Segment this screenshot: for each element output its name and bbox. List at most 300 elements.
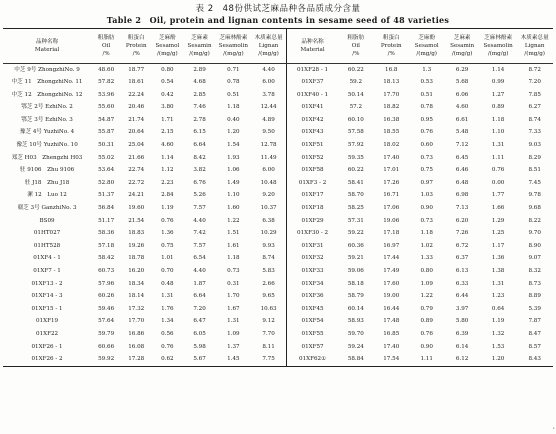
- value-cell: 5.39: [528, 305, 541, 312]
- value-cell: 19.60: [128, 205, 145, 212]
- value-cell: 17.70: [128, 318, 145, 325]
- value-cell: 1.06: [227, 167, 240, 174]
- value-cell: 17.54: [374, 354, 409, 367]
- value-cell: 2.66: [262, 280, 275, 287]
- value-cell: 0.00: [491, 179, 505, 186]
- value-cell: 7.26: [455, 230, 469, 237]
- value-cell: 19.26: [128, 242, 145, 249]
- value-cell: 2.84: [161, 192, 174, 199]
- value-cell: 55.02: [98, 154, 115, 161]
- value-cell: 6.47: [193, 318, 206, 325]
- variety-name-cell: 01XF26 - 1: [31, 343, 63, 350]
- value-cell: 10.63: [260, 305, 277, 312]
- variety-name-cell: 01XF3 - 2: [287, 177, 339, 190]
- value-cell: 7.42: [193, 230, 206, 237]
- variety-name-cell: 01XF18: [287, 203, 339, 216]
- value-cell: 1.27: [491, 91, 505, 98]
- value-cell: 6.64: [193, 142, 206, 149]
- value-cell: 1.36: [491, 255, 505, 262]
- table-row: [3, 203, 553, 216]
- header-unit: /(mg/g): [451, 51, 473, 58]
- value-cell: 56.84: [98, 205, 115, 212]
- value-cell: 9.03: [528, 142, 541, 149]
- value-cell: 7.87: [528, 318, 541, 325]
- value-cell: 1.01: [161, 255, 174, 262]
- value-cell: 1.20: [227, 129, 240, 136]
- value-cell: 17.32: [128, 305, 145, 312]
- variety-name-cell: 01XF26 - 2: [3, 354, 91, 367]
- variety-name-cell: 01XF37: [287, 77, 339, 90]
- header-en: Oil: [102, 42, 111, 49]
- column-header-left-4: [183, 29, 215, 64]
- value-cell: 58.25: [347, 205, 364, 212]
- value-cell: 1.45: [216, 354, 251, 367]
- value-cell: 22.72: [128, 179, 145, 186]
- value-cell: 21.66: [128, 154, 145, 161]
- value-cell: 51.37: [98, 192, 115, 199]
- value-cell: 1.93: [227, 154, 240, 161]
- header-cn: 品种名称: [35, 38, 59, 45]
- value-cell: 16.8: [385, 66, 398, 73]
- variety-name-cell: 驻 9106 Zhu 9106: [19, 167, 75, 174]
- table-row: [3, 228, 553, 241]
- value-cell: 6.54: [193, 255, 206, 262]
- variety-name-cell: 01XF52: [287, 152, 339, 165]
- value-cell: 59.06: [347, 268, 364, 274]
- column-header-right-6: [516, 29, 553, 64]
- variety-name-cell: 01XF45: [287, 303, 339, 316]
- value-cell: 57.2: [349, 104, 363, 111]
- value-cell: 6.44: [455, 293, 469, 300]
- variety-name-cell: 郑芝 H03 Zhengzhi H03: [11, 154, 83, 161]
- value-cell: 1.10: [491, 129, 505, 136]
- value-cell: 0.51: [227, 91, 240, 98]
- value-cell: 16.71: [383, 192, 400, 199]
- value-cell: 18.77: [128, 66, 145, 73]
- value-cell: 17.26: [383, 179, 400, 186]
- value-cell: 1.10: [227, 192, 240, 199]
- table-row: [3, 77, 553, 90]
- variety-name-cell: 鄂芝 2号 EzhiNo. 2: [21, 104, 73, 111]
- value-cell: 7.57: [193, 205, 206, 212]
- value-cell: 59.79: [98, 330, 115, 337]
- value-cell: 22.74: [128, 167, 145, 174]
- value-cell: 7.45: [528, 179, 541, 186]
- value-cell: 0.73: [420, 217, 433, 224]
- value-cell: 0.76: [491, 167, 505, 174]
- value-cell: 9.50: [262, 129, 275, 136]
- value-cell: 0.73: [420, 154, 433, 161]
- value-cell: 7.70: [262, 330, 275, 337]
- variety-name-cell: 01XF14 - 3: [31, 293, 63, 300]
- value-cell: 0.97: [420, 179, 433, 186]
- value-cell: 0.31: [227, 280, 240, 287]
- value-cell: 17.01: [383, 167, 400, 174]
- value-cell: 0.78: [227, 79, 240, 86]
- value-cell: 0.62: [151, 354, 183, 367]
- value-cell: 5.67: [183, 354, 215, 367]
- value-cell: 4.40: [193, 217, 206, 224]
- header-unit: /(mg/g): [223, 51, 244, 58]
- column-header-left-3: [151, 29, 183, 64]
- value-cell: 16.38: [383, 116, 400, 123]
- value-cell: 8.32: [528, 268, 541, 274]
- value-cell: 6.61: [455, 116, 469, 123]
- table-row: [3, 165, 553, 178]
- header-cn: 芝麻素: [453, 34, 471, 41]
- header-en: Sesamin: [450, 42, 475, 49]
- value-cell: 59.21: [347, 255, 364, 262]
- value-cell: 6.27: [528, 104, 541, 111]
- value-cell: 3.80: [161, 104, 174, 111]
- value-cell: 8.29: [528, 154, 541, 161]
- value-cell: 6.20: [455, 217, 469, 224]
- variety-name-cell: 01XF57: [287, 341, 339, 354]
- value-cell: 16.86: [128, 330, 145, 337]
- value-cell: 1.31: [227, 318, 240, 325]
- variety-name-cell: 01XF13 - 2: [31, 280, 63, 287]
- value-cell: 1.31: [491, 142, 505, 149]
- value-cell: 19.06: [383, 217, 400, 224]
- value-cell: 0.79: [420, 305, 433, 312]
- variety-name-cell: 漯 12 Luo 12: [27, 192, 67, 199]
- value-cell: 0.42: [161, 91, 174, 98]
- variety-name-cell: 01XF41: [287, 102, 339, 115]
- value-cell: 0.76: [420, 330, 433, 337]
- value-cell: 0.90: [420, 205, 433, 212]
- value-cell: 1.11: [491, 154, 505, 161]
- value-cell: 60.22: [347, 66, 364, 73]
- value-cell: 50.31: [98, 142, 115, 149]
- header-cn: 芝麻林酚素: [484, 34, 513, 41]
- value-cell: 0.75: [161, 242, 174, 249]
- value-cell: 8.43: [516, 354, 553, 367]
- variety-name-cell: 01XF32: [287, 253, 339, 266]
- column-header-right-1: [338, 29, 373, 64]
- header-cn: 木质素总量: [520, 34, 549, 41]
- value-cell: 18.02: [383, 142, 400, 149]
- value-cell: 8.73: [528, 280, 541, 287]
- header-en: Material: [300, 47, 325, 53]
- value-cell: 1.03: [420, 192, 433, 199]
- value-cell: 6.00: [262, 167, 275, 174]
- header-unit: /%: [352, 51, 360, 58]
- header-unit: /(mg/g): [487, 51, 509, 58]
- column-header-right-2: [374, 29, 409, 64]
- variety-name-cell: 中芝 12 ZhongzhiNo. 12: [11, 91, 83, 98]
- value-cell: 1.18: [227, 104, 240, 111]
- value-cell: 9.65: [262, 293, 275, 300]
- value-cell: 10.37: [260, 205, 277, 212]
- value-cell: 17.60: [383, 280, 400, 287]
- table-caption-en: Table 2 Oil, protein and lignan contents in sesame seed of 48 varieties: [106, 15, 450, 25]
- value-cell: 57.82: [98, 79, 115, 86]
- variety-name-cell: 中芝 9号 ZhongzhiNo. 9: [14, 66, 80, 73]
- value-cell: 17.48: [383, 318, 400, 325]
- value-cell: 1.23: [491, 293, 505, 300]
- value-cell: 1.49: [227, 179, 240, 186]
- value-cell: 60.22: [347, 167, 364, 174]
- value-cell: 0.75: [420, 167, 433, 174]
- value-cell: 9.70: [528, 230, 541, 237]
- value-cell: 17.49: [383, 268, 400, 274]
- value-cell: 53.96: [98, 91, 115, 98]
- variety-name-cell: 01XF28 - 1: [287, 64, 339, 77]
- value-cell: 60.10: [347, 116, 364, 123]
- value-cell: 0.54: [161, 79, 174, 86]
- variety-name-cell: 01XF30 - 2: [287, 228, 339, 241]
- header-cn: 粗脂肪: [347, 34, 365, 41]
- value-cell: 1.34: [161, 318, 174, 325]
- value-cell: 59.70: [347, 330, 364, 337]
- table-row: [3, 215, 553, 228]
- variety-name-cell: 01XF54: [287, 316, 339, 329]
- header-en: Sesamol: [414, 42, 439, 49]
- table-row: [3, 240, 553, 253]
- column-header-left-0: [3, 29, 91, 64]
- value-cell: 57.64: [98, 318, 115, 325]
- value-cell: 4.40: [193, 268, 206, 274]
- table-row: [3, 177, 553, 190]
- column-header-right-0: [287, 29, 339, 64]
- value-cell: 21.54: [128, 217, 145, 224]
- header-unit: /(mg/g): [524, 51, 545, 58]
- value-cell: 6.29: [455, 66, 469, 73]
- column-header-left-1: [91, 29, 121, 64]
- value-cell: 0.89: [491, 104, 505, 111]
- header-en: Protein: [125, 42, 147, 49]
- value-cell: 7.13: [455, 205, 469, 212]
- value-cell: 0.80: [420, 268, 433, 274]
- header-unit: /(mg/g): [416, 51, 437, 58]
- variety-name-cell: BS09: [39, 217, 55, 224]
- column-header-right-3: [409, 29, 444, 64]
- value-cell: 8.42: [193, 154, 206, 161]
- value-cell: 7.85: [528, 91, 541, 98]
- header-cn: 品种名称: [301, 38, 324, 45]
- table-row: [3, 190, 553, 203]
- header-cn: 芝麻酚: [418, 34, 436, 41]
- value-cell: 16.44: [383, 305, 400, 312]
- value-cell: 1.19: [491, 318, 505, 325]
- variety-name-cell: 中芝 11 ZhongzhiNo. 11: [11, 79, 83, 86]
- variety-name-cell: 01XF15 - 1: [31, 305, 63, 312]
- table-row: [3, 102, 553, 115]
- value-cell: 6.48: [455, 179, 469, 186]
- value-cell: 7.12: [455, 142, 469, 149]
- variety-name-cell: 01XF7 - 1: [33, 268, 61, 274]
- value-cell: 2.85: [193, 91, 206, 98]
- header-en: Lignan: [258, 42, 279, 49]
- table-body: [3, 64, 553, 367]
- table-caption-cn: 表 2 48份供试芝麻品种各品质成分含量: [195, 4, 361, 14]
- value-cell: 18.78: [128, 255, 145, 262]
- value-cell: 58.70: [347, 192, 364, 199]
- value-cell: 17.28: [121, 354, 151, 367]
- table-row: [3, 278, 553, 291]
- value-cell: 25.04: [128, 142, 145, 149]
- value-cell: 7.33: [528, 129, 541, 136]
- variety-name-cell: 豫芝 10号 YuzhiNo. 10: [16, 142, 78, 149]
- value-cell: 7.75: [251, 354, 286, 367]
- value-cell: 22.24: [128, 91, 145, 98]
- header-cn: 粗蛋白: [382, 34, 400, 41]
- value-cell: 1.3: [422, 66, 432, 73]
- value-cell: 0.40: [227, 116, 240, 123]
- column-header-left-5: [216, 29, 251, 64]
- value-cell: 0.78: [420, 104, 433, 111]
- value-cell: 9.12: [262, 318, 275, 325]
- value-cell: 1.14: [161, 154, 174, 161]
- value-cell: 8.51: [528, 167, 541, 174]
- value-cell: 59.22: [347, 230, 364, 237]
- value-cell: 59.24: [347, 343, 364, 350]
- value-cell: 2.15: [161, 129, 174, 136]
- variety-name-cell: 01XF31: [287, 240, 339, 253]
- value-cell: 16.20: [128, 268, 145, 274]
- column-header-left-6: [251, 29, 286, 64]
- value-cell: 4.40: [262, 66, 275, 73]
- value-cell: 58.18: [347, 280, 364, 287]
- value-cell: 57.31: [347, 217, 364, 224]
- value-cell: 9.93: [262, 242, 275, 249]
- value-cell: 2.78: [193, 116, 206, 123]
- table-row: [3, 303, 553, 316]
- value-cell: 60.36: [347, 242, 364, 249]
- value-cell: 0.73: [227, 268, 240, 274]
- value-cell: 55.87: [98, 129, 115, 136]
- value-cell: 1.25: [491, 230, 505, 237]
- header-cn: 粗脂肪: [97, 34, 115, 41]
- value-cell: 6.15: [193, 129, 206, 136]
- value-cell: 1.33: [420, 255, 433, 262]
- table-row: [3, 152, 553, 165]
- value-cell: 58.41: [347, 179, 364, 186]
- value-cell: 12.78: [260, 142, 277, 149]
- value-cell: 1.67: [227, 305, 240, 312]
- value-cell: 1.17: [491, 242, 505, 249]
- value-cell: 5.80: [455, 318, 469, 325]
- value-cell: 6.46: [455, 167, 469, 174]
- value-cell: 8.47: [528, 330, 541, 337]
- value-cell: 5.68: [455, 79, 469, 86]
- value-cell: 18.14: [128, 293, 145, 300]
- table-row: [3, 341, 553, 354]
- value-cell: 5.83: [262, 268, 275, 274]
- value-cell: 4.60: [161, 142, 174, 149]
- value-cell: 60.26: [98, 293, 115, 300]
- table-row: [3, 328, 553, 341]
- value-cell: 4.68: [193, 79, 206, 86]
- value-cell: 12.44: [260, 104, 277, 111]
- value-cell: 0.90: [420, 343, 433, 350]
- header-unit: /%: [387, 51, 395, 58]
- header-unit: /(mg/g): [258, 51, 279, 58]
- value-cell: 5.48: [455, 129, 469, 136]
- value-cell: 17.40: [383, 154, 400, 161]
- value-cell: 52.80: [98, 179, 115, 186]
- value-cell: 6.14: [455, 343, 469, 350]
- value-cell: 1.51: [227, 230, 240, 237]
- variety-name-cell: 01XF34: [287, 278, 339, 291]
- value-cell: 17.40: [383, 343, 400, 350]
- value-cell: 8.22: [528, 217, 541, 224]
- value-cell: 6.37: [455, 255, 469, 262]
- value-cell: 1.31: [491, 280, 505, 287]
- value-cell: 1.32: [491, 330, 505, 337]
- variety-name-cell: 驻 J18 Zhu J18: [24, 179, 70, 186]
- value-cell: 9.20: [262, 192, 275, 199]
- header-en: Sesamolin: [483, 42, 513, 49]
- value-cell: 1.53: [491, 343, 505, 350]
- variety-name-cell: 01XF17: [287, 190, 339, 203]
- table-row: [3, 253, 553, 266]
- header-unit: /%: [132, 51, 140, 58]
- table-row: [3, 89, 553, 102]
- value-cell: 0.71: [227, 66, 240, 73]
- variety-name-cell: 01XF51: [287, 140, 339, 153]
- value-cell: 59.35: [347, 154, 364, 161]
- value-cell: 0.53: [420, 79, 433, 86]
- value-cell: 1.31: [161, 293, 174, 300]
- variety-name-cell: 01XF22: [35, 330, 59, 337]
- table-row: [3, 291, 553, 304]
- value-cell: 3.82: [193, 167, 206, 174]
- variety-name-cell: 豫芝 4号 YuzhiNo. 4: [19, 129, 75, 136]
- value-cell: 0.48: [161, 280, 174, 287]
- value-cell: 0.95: [420, 116, 433, 123]
- value-cell: 17.06: [383, 205, 400, 212]
- value-cell: 54.87: [98, 116, 115, 123]
- table-row: [3, 114, 553, 127]
- value-cell: 6.05: [193, 330, 206, 337]
- value-cell: 7.20: [528, 79, 541, 86]
- value-cell: 1.14: [491, 66, 505, 73]
- value-cell: 10.29: [260, 230, 277, 237]
- value-cell: 8.57: [528, 343, 541, 350]
- table-row: [3, 127, 553, 140]
- value-cell: 24.21: [128, 192, 145, 199]
- value-cell: 58.84: [338, 354, 373, 367]
- value-cell: 0.80: [161, 66, 174, 73]
- variety-name-cell: 赣芝 3号 GanzhiNo. 3: [17, 205, 77, 212]
- value-cell: 1.36: [161, 230, 174, 237]
- value-cell: 50.14: [347, 91, 364, 98]
- value-cell: 10.48: [260, 179, 277, 186]
- value-cell: 4.89: [262, 116, 275, 123]
- value-cell: 11.49: [260, 154, 277, 161]
- value-cell: 3.97: [455, 305, 469, 312]
- header-unit: /(mg/g): [157, 51, 178, 58]
- header-unit: /(mg/g): [189, 51, 210, 58]
- value-cell: 0.56: [161, 330, 174, 337]
- value-cell: 51.17: [98, 217, 115, 224]
- value-cell: 6.33: [455, 280, 469, 287]
- value-cell: 55.60: [98, 104, 115, 111]
- value-cell: 0.76: [161, 343, 174, 350]
- value-cell: 20.46: [128, 104, 145, 111]
- table-row: [3, 354, 553, 367]
- value-cell: 60.14: [347, 305, 364, 312]
- value-cell: 58.79: [347, 293, 364, 300]
- value-cell: 1.18: [491, 116, 505, 123]
- value-cell: 48.60: [98, 66, 115, 73]
- value-cell: 6.98: [455, 192, 469, 199]
- value-cell: 6.38: [262, 217, 275, 224]
- value-cell: 17.44: [383, 255, 400, 262]
- value-cell: 8.11: [262, 343, 275, 350]
- value-cell: 1.12: [161, 167, 174, 174]
